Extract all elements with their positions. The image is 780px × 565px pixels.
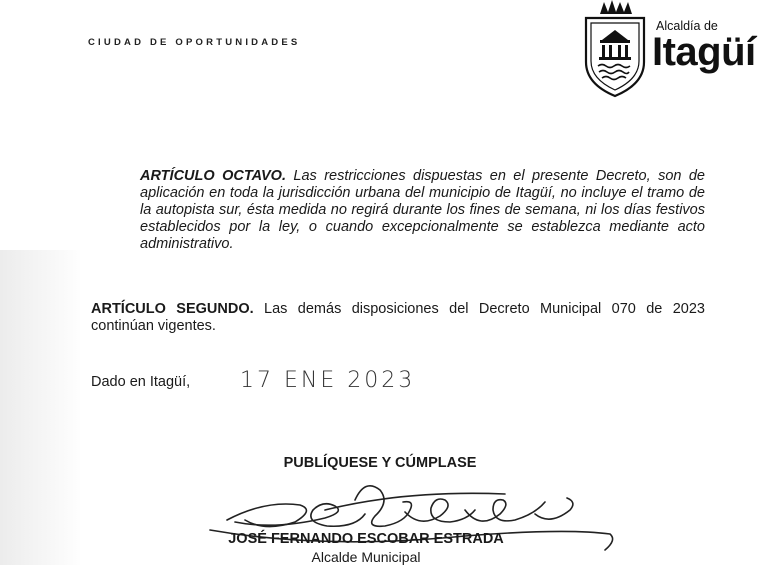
article-segundo (91, 301, 705, 335)
article-segundo-title: ARTÍCULO SEGUNDO. (91, 301, 254, 317)
issue-date-stamp: 17 ENE 2023 (240, 368, 416, 393)
faded-watermark (0, 250, 80, 565)
issue-place-label: Dado en Itagüí, (91, 374, 191, 390)
publiquese-heading: PUBLÍQUESE Y CÚMPLASE (283, 455, 477, 471)
logo-caption: Alcaldía de (656, 19, 718, 33)
signer-name: JOSÉ FERNANDO ESCOBAR ESTRADA (228, 531, 504, 547)
article-segundo-text: Las demás disposiciones del Decreto Municipal 070 de 2023 continúan vigentes. (91, 301, 705, 334)
city-motto: CIUDAD DE OPORTUNIDADES (88, 37, 301, 48)
article-octavo-text: Las restricciones dispuestas en el presente Decreto, son de aplicación en toda la jurisdicción urbana del municipio de Itagüí, no incluye el tramo de la autopista sur, ésta medida no regirá durante los fines de semana, ni los días festivos establecidos por la ley, o cuando excepcionalmente se establezca mediante acto administrativo. (140, 168, 705, 252)
article-octavo (140, 168, 705, 253)
signer-role: Alcalde Municipal (311, 549, 421, 565)
article-octavo-title: ARTÍCULO OCTAVO. (140, 168, 286, 184)
logo-wordmark: Itagüí (652, 30, 756, 74)
